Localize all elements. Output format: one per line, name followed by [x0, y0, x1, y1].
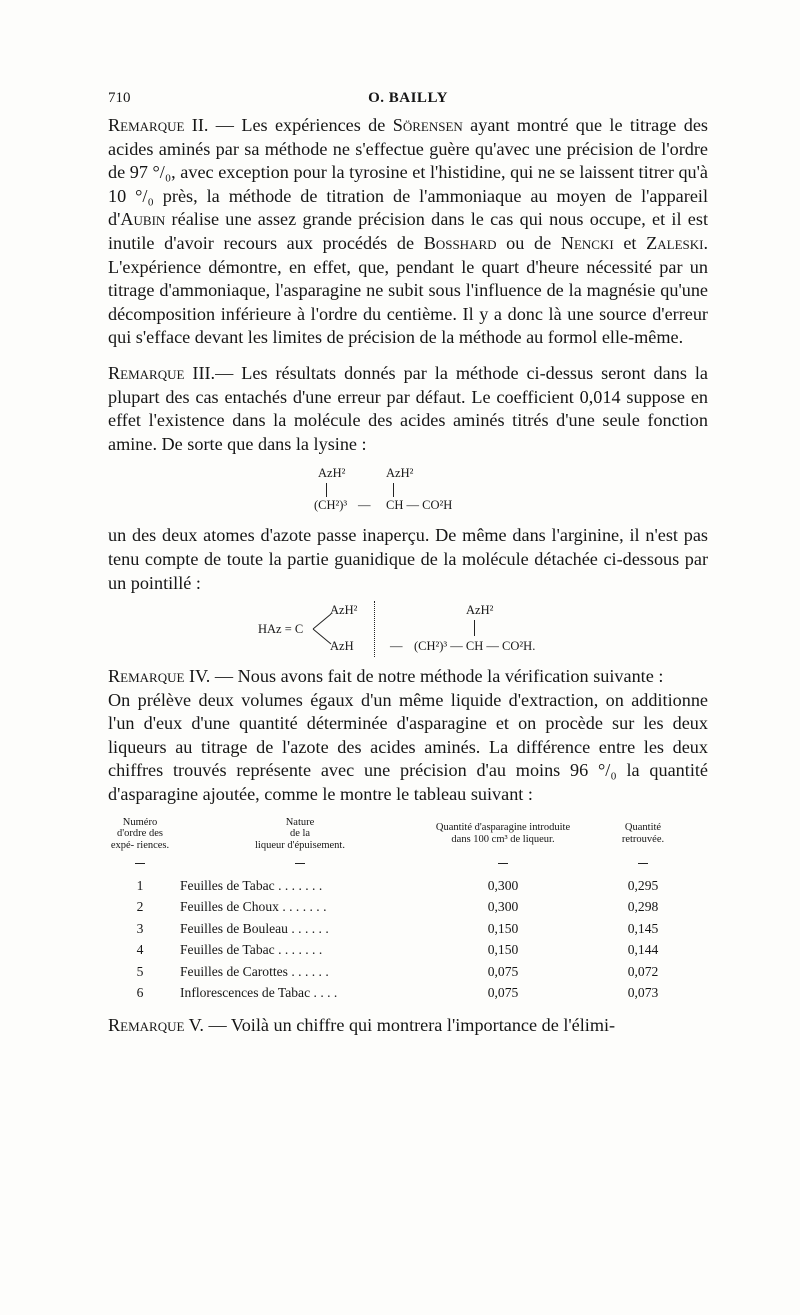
remarque-4-paragraph-2: On prélève deux volumes égaux d'un même liquide d'extraction, on additionne l'un d'eux d'une quantité déterminée d'asparagine et on procède sur les deux liqueurs au titrage de l'azote des acides aminés. La différence entre les deux chiffres trouvés représente avec une précision d'au moins 96 °/₀ la quantité d'asparagine ajoutée, comme le montre le tableau suivant :	[108, 689, 708, 805]
table-header-row	[108, 817, 708, 854]
cell-numero: 6	[136, 985, 144, 1001]
remarque-4-paragraph	[108, 665, 708, 689]
cell-nature: Inflorescences de Tabac . . . .	[180, 985, 338, 1001]
asparagine-table	[108, 817, 708, 1004]
remarque-2-text-4: ou de	[496, 232, 561, 253]
arginine-haz-c: HAz = C	[258, 622, 304, 637]
cell-quantite-introduite: 0,150	[487, 920, 519, 936]
cell-quantite-retrouvee: 0,298	[627, 899, 659, 915]
table-dash-row	[108, 853, 708, 875]
table-row	[108, 982, 708, 1004]
author-name-sorensen: Sörensen	[392, 115, 463, 135]
arginine-azh2-top: AzH²	[330, 603, 358, 618]
lysine-bond-left	[326, 483, 327, 497]
cell-quantite-retrouvee: 0,073	[627, 985, 659, 1001]
lysine-bond-right	[393, 483, 394, 497]
cell-quantite-introduite: 0,075	[487, 963, 519, 979]
header-quantite-retrouvee	[578, 817, 708, 854]
author-name-aubin: Aubin	[120, 209, 166, 230]
lysine-dash: —	[358, 498, 371, 513]
cell-quantite-retrouvee: 0,145	[627, 920, 659, 936]
cell-quantite-introduite: 0,075	[487, 985, 519, 1001]
cell-numero: 2	[136, 899, 144, 915]
table-row	[108, 896, 708, 918]
remarque-2-text-2: ayant montré que le titrage des acides aminés par sa méthode ne s'effectue guère qu'avec une précision de l'ordre de 97 °/₀, avec exception pour la tyrosine et l'histidine, qui ne se laissent titrer qu'à 10 °/₀ près, la méthode de titration de l'ammoniaque au moyen de l'appareil d'	[108, 115, 708, 230]
lysine-formula	[108, 462, 708, 522]
cell-quantite-introduite: 0,300	[487, 877, 519, 893]
dash-mark	[135, 863, 145, 864]
arginine-bond-right	[474, 620, 475, 636]
remarque-2-label: Remarque II.	[108, 115, 209, 135]
remarque-2-text-5: et	[613, 232, 647, 253]
remarque-4-text: — Nous avons fait de notre méthode la vérification suivante :	[210, 666, 664, 687]
cell-quantite-retrouvee: 0,072	[627, 963, 659, 979]
header-nature-line2: de la	[289, 828, 311, 840]
cell-nature: Feuilles de Tabac . . . . . . .	[180, 877, 323, 893]
table-row	[108, 918, 708, 940]
cell-quantite-retrouvee: 0,295	[627, 877, 659, 893]
cell-nature: Feuilles de Choux . . . . . . .	[180, 899, 327, 915]
header-nature	[172, 817, 428, 854]
cell-quantite-retrouvee: 0,144	[627, 942, 659, 958]
remarque-2-text-1: — Les expériences de	[208, 115, 393, 135]
table-body	[108, 875, 708, 1004]
header-nature-line3: liqueur d'épuisement.	[255, 839, 345, 851]
remarque-4-label: Remarque IV.	[108, 666, 211, 687]
table-row	[108, 875, 708, 897]
cell-numero: 1	[136, 877, 144, 893]
header-retrouvee-line1: Quantité	[624, 822, 662, 834]
remarque-3-text: — Les résultats donnés par la méthode ci-dessus seront dans la plupart des cas entachés d'une erreur par défaut. Le coefficient 0,014 suppose en effet l'existence dans la molécule des acides aminés titrés d'une seule fonction amine. De sorte que dans la lysine :	[108, 362, 708, 454]
remarque-2-paragraph	[108, 114, 708, 350]
cell-numero: 4	[136, 942, 144, 958]
remarque-2-text-6: . L'expérience démontre, en effet, que, pendant le quart d'heure nécessité par un titrage d'ammoniaque, l'asparagine ne subit sous l'influence de la magnésie qu'une décomposition inférieure à l'ordre du centième. Il y a donc là une source d'erreur qui s'efface devant les limites de précision de la méthode au formol elle-même.	[108, 232, 709, 348]
remarque-5-paragraph	[108, 1014, 708, 1038]
cell-numero: 5	[136, 963, 144, 979]
lysine-ch2-group: (CH²)³	[314, 498, 348, 513]
author-name-zaleski: Zaleski	[646, 232, 704, 253]
table-row	[108, 939, 708, 961]
running-header	[108, 84, 708, 114]
author-name-bosshard: Bosshard	[423, 232, 497, 253]
arginine-formula	[108, 599, 708, 661]
header-retrouvee-line2: retrouvée.	[621, 833, 665, 845]
running-head-author: O. BAILLY	[368, 90, 448, 106]
arginine-chain: (CH²)³ — CH — CO²H.	[414, 639, 536, 654]
arginine-dash: —	[390, 639, 403, 654]
remarque-3-paragraph	[108, 362, 708, 456]
guanidine-dotted-line	[374, 601, 375, 657]
lysine-ch-group: CH — CO²H	[386, 498, 453, 513]
dash-mark	[498, 863, 508, 864]
cell-quantite-introduite: 0,300	[487, 899, 519, 915]
cell-nature: Feuilles de Bouleau . . . . . .	[180, 920, 329, 936]
author-name-nencki: Nencki	[560, 232, 614, 253]
dash-mark	[295, 863, 305, 864]
header-nature-line1: Nature	[285, 816, 315, 828]
remarque-5-label: Remarque V.	[108, 1014, 204, 1035]
cell-nature: Feuilles de Carottes . . . . . .	[180, 963, 329, 979]
header-numero: Numéro d'ordre des expé- riences.	[110, 816, 170, 851]
dash-mark	[638, 863, 648, 864]
cell-numero: 3	[136, 920, 144, 936]
cell-nature: Feuilles de Tabac . . . . . . .	[180, 942, 323, 958]
cell-quantite-introduite: 0,150	[487, 942, 519, 958]
lysine-azh2-left: AzH²	[318, 466, 346, 481]
remarque-3-label: Remarque III.	[108, 362, 216, 383]
page-number: 710	[108, 90, 131, 106]
table-row	[108, 961, 708, 983]
page	[108, 84, 708, 1037]
lysine-azh2-right: AzH²	[386, 466, 414, 481]
arginine-azh2-right: AzH²	[466, 603, 494, 618]
remarque-2-text-3: réalise une assez grande précision dans le cas qui nous occupe, et il est inutile d'avoir recours aux procédés de	[108, 209, 708, 253]
arginine-azh-bottom: AzH	[330, 639, 354, 654]
arginine-paragraph: un des deux atomes d'azote passe inaperçu. De même dans l'arginine, il n'est pas tenu compte de toute la partie guanidique de la molécule détachée ci-dessous par un pointillé :	[108, 525, 708, 593]
remarque-5-text: — Voilà un chiffre qui montrera l'importance de l'élimi-	[203, 1014, 616, 1035]
header-quantite-introduite: Quantité d'asparagine introduite dans 100 cm³ de liqueur.	[435, 822, 571, 845]
